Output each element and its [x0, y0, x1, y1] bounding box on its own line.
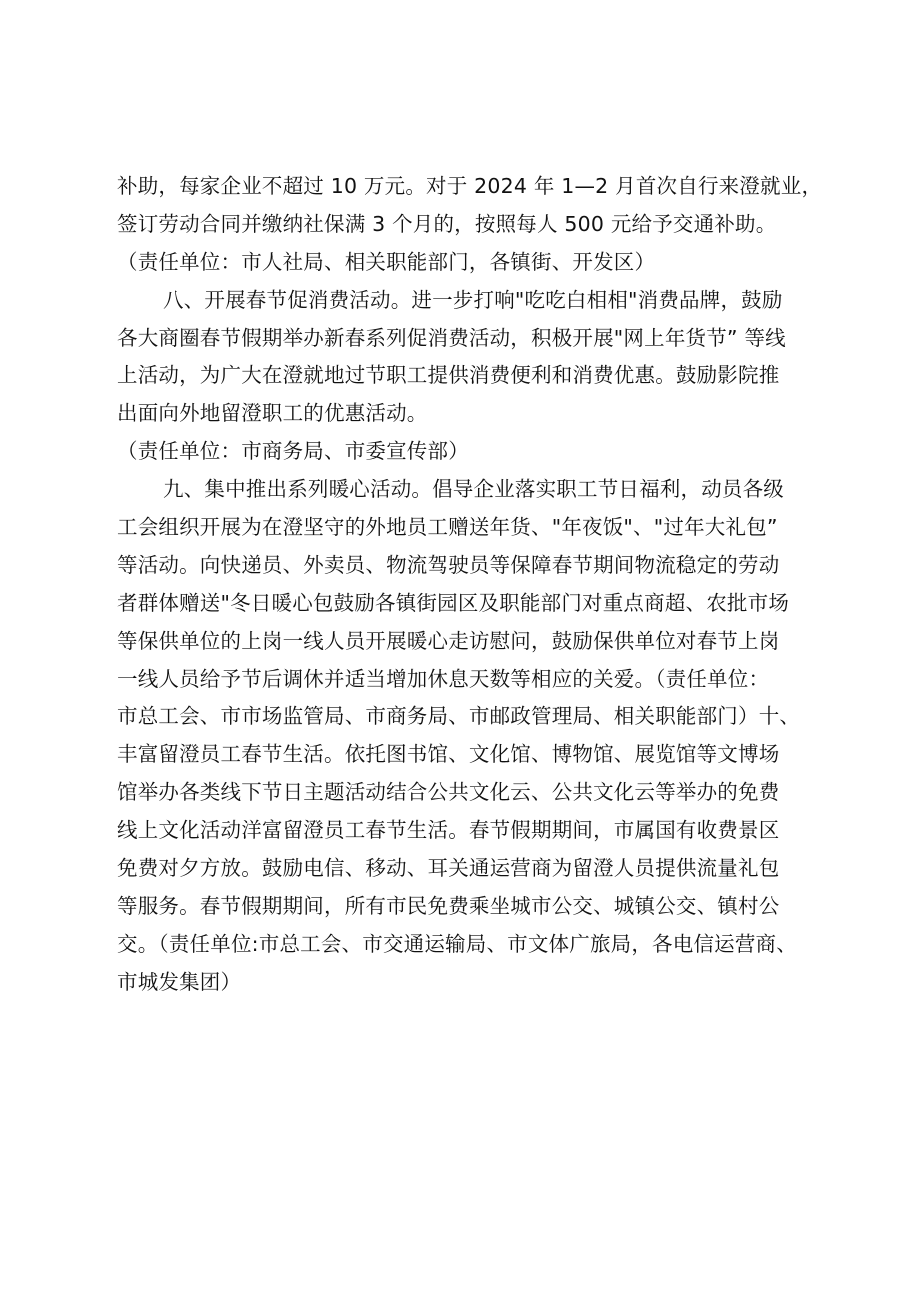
text-line: 工会组织开展为在澄坚守的外地员工赠送年货、"年夜饭"、"过年大礼包”: [117, 515, 778, 540]
text-line: 市总工会、市市场监管局、市商务局、市邮政管理局、相关职能部门）十、: [117, 704, 801, 729]
text-line: 上活动，为广大在澄就地过节职工提供消费便利和消费优惠。鼓励影院推: [117, 363, 780, 388]
text-line: 等保供单位的上岗一线人员开展暖心走访慰问，鼓励保供单位对春节上岗: [117, 628, 780, 653]
text-line: 者群体赠送"冬日暖心包鼓励各镇街园区及职能部门对重点商超、农批市场: [117, 590, 790, 615]
text-line: 等活动。向快递员、外卖员、物流驾驶员等保障春节期间物流稳定的劳动: [117, 552, 780, 577]
text-line: 一线人员给予节后调休并适当增加休息天数等相应的关爱。（责任单位：: [117, 666, 770, 691]
text-line: 市城发集团）: [117, 969, 242, 994]
text-line: 馆举办各类线下节日主题活动结合公共文化云、公共文化云等举办的免费: [117, 780, 780, 805]
section-nine-heading-line: 九、集中推出系列暖心活动。倡导企业落实职工节日福利，动员各级: [163, 477, 784, 502]
section-eight-heading-line: 八、开展春节促消费活动。进一步打响"吃吃白相相"消费品牌，鼓励: [163, 287, 783, 312]
text-line: 签订劳动合同并缴纳社保满 3 个月的，按照每人 500 元给予交通补助。: [117, 211, 777, 236]
text-line: 等服务。春节假期期间，所有市民免费乘坐城市公交、城镇公交、镇村公: [117, 893, 780, 918]
text-line: 免费对夕方放。鼓励电信、移动、耳关通运营商为留澄人员提供流量礼包: [117, 856, 780, 881]
responsibility-note: （责任单位：市人社局、相关职能部门，各镇街、开发区）: [117, 249, 656, 274]
text-line: 出面向外地留澄职工的优惠活动。: [117, 401, 428, 426]
text-line: 各大商圈春节假期举办新春系列促消费活动，积极开展"网上年货节” 等线: [117, 325, 786, 350]
text-line: 线上文化活动洋富留澄员工春节生活。春节假期期间，市属国有收费景区: [117, 818, 780, 843]
text-line: 交。（责任单位:市总工会、市交通运输局、市文体广旅局，各电信运营商、: [117, 931, 797, 956]
text-line: 丰富留澄员工春节生活。依托图书馆、文化馆、博物馆、展览馆等文博场: [117, 742, 780, 767]
body-text: [117, 168, 829, 1002]
text-line: 补助，每家企业不超过 10 万元。对于 2024 年 1—2 月首次自行来澄就业，: [117, 174, 823, 198]
responsibility-note: （责任单位：市商务局、市委宣传部）: [117, 439, 469, 464]
